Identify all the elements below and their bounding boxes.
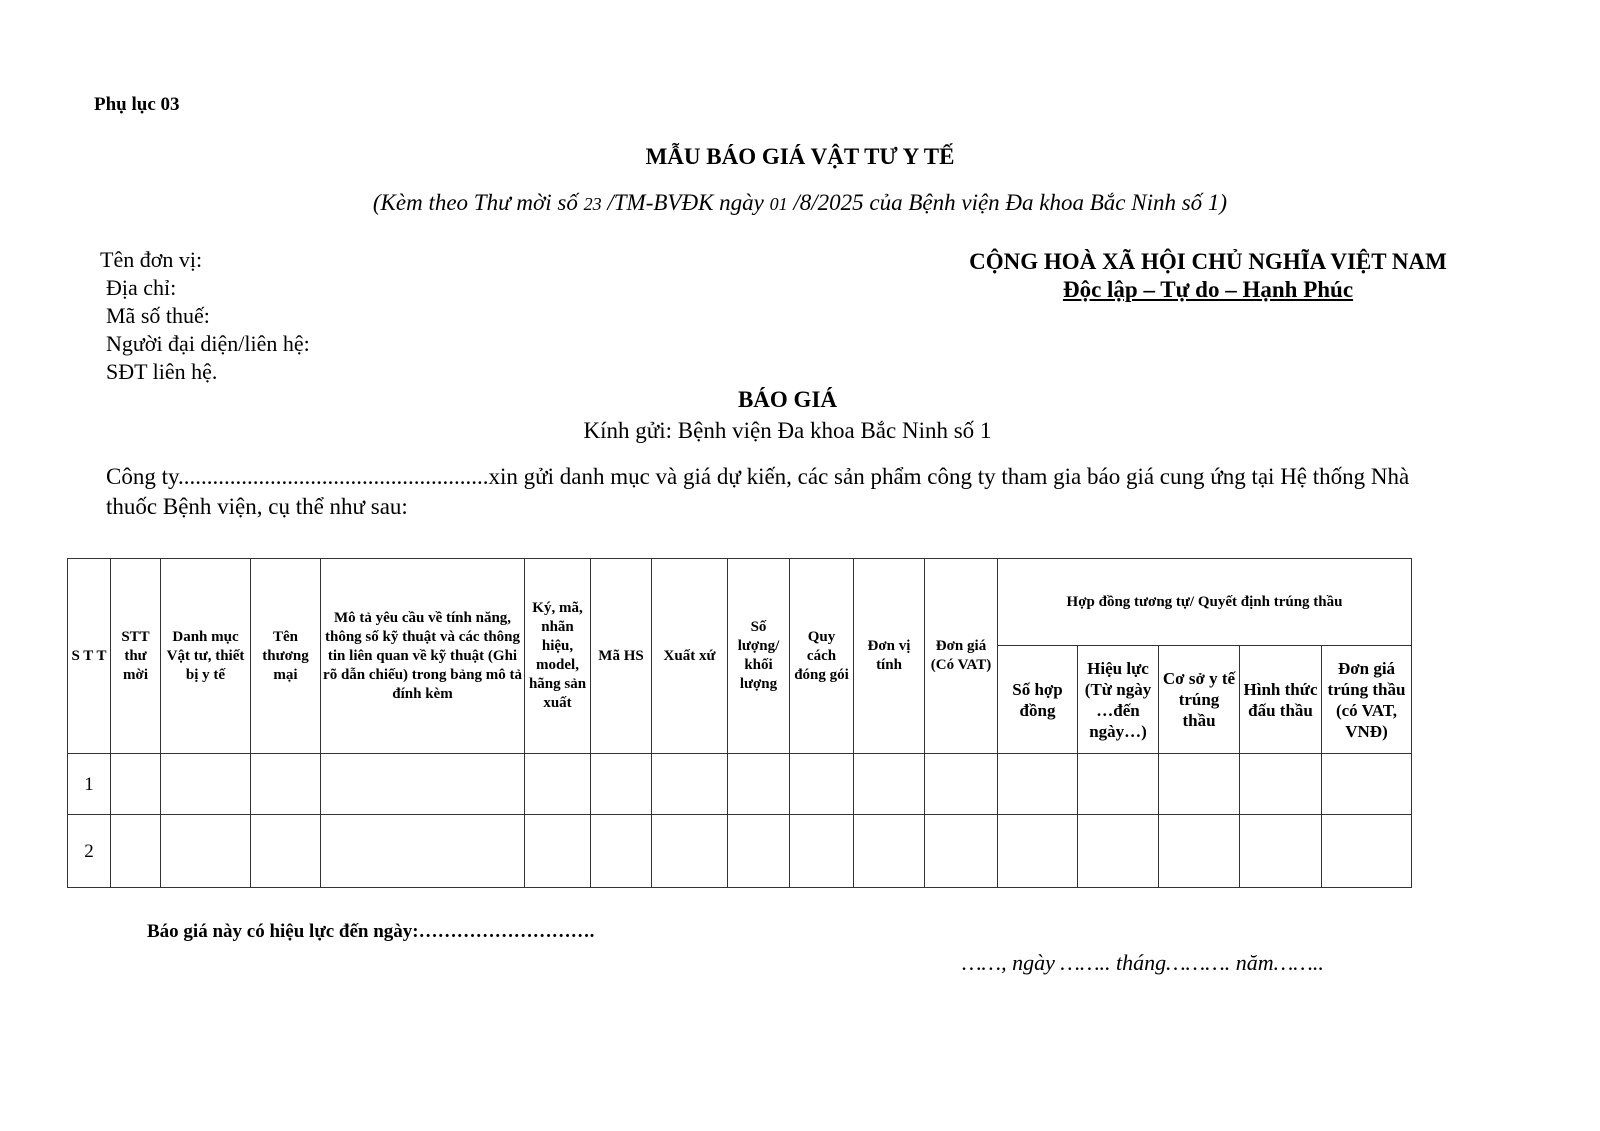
field-phone: SĐT liên hệ. — [106, 359, 218, 384]
header-hs-code: Mã HS — [591, 559, 652, 754]
header-packaging: Quy cách đóng gói — [790, 559, 854, 754]
recipient-line: Kính gửi: Bệnh viện Đa khoa Bắc Ninh số 1 — [583, 418, 992, 443]
header-description: Mô tả yêu cầu về tính năng, thông số kỹ thuật và các thông tin liên quan về kỹ thuật (Ghi rõ dẫn chiếu) trong bảng mô tả đính kèm — [321, 559, 525, 754]
national-title: CỘNG HOÀ XÃ HỘI CHỦ NGHĨA VIỆT NAM — [969, 249, 1447, 274]
header-unit: Đơn vị tính — [854, 559, 925, 754]
intro-paragraph: Công ty......................................................xin gửi danh mục và giá dự kiến, các sản phẩm công ty tham gia báo giá cung ứng tại Hệ thống Nhà thuốc Bệnh viện, cụ thể như sau: — [106, 464, 1410, 519]
date-line: ……, ngày …….. tháng………. năm…….. — [962, 950, 1324, 975]
row-number: 2 — [68, 815, 111, 888]
field-unit-name: Tên đơn vị: — [100, 247, 203, 272]
header-item-list: Danh mục Vật tư, thiết bị y tế — [161, 559, 251, 754]
header-contract-group: Hợp đồng tương tự/ Quyết định trúng thầu — [998, 559, 1412, 646]
header-contract-no: Số hợp đồng — [998, 646, 1078, 754]
table-row — [68, 815, 1412, 888]
row-number: 1 — [68, 754, 111, 815]
header-invitation-stt: STT thư mời — [111, 559, 161, 754]
header-facility: Cơ sở y tế trúng thầu — [1159, 646, 1240, 754]
header-stt: S T T — [68, 559, 111, 754]
header-brand-model: Ký, mã, nhãn hiệu, model, hãng sản xuất — [525, 559, 591, 754]
header-quantity: Số lượng/ khối lượng — [728, 559, 790, 754]
header-origin: Xuất xứ — [652, 559, 728, 754]
form-title: MẪU BÁO GIÁ VẬT TƯ Y TẾ — [645, 144, 955, 169]
header-bid-form: Hình thức đấu thầu — [1240, 646, 1322, 754]
field-tax-code: Mã số thuế: — [106, 303, 210, 328]
national-motto: Độc lập – Tự do – Hạnh Phúc — [1062, 277, 1354, 302]
validity-line: Báo giá này có hiệu lực đến ngày:………………………. — [147, 921, 595, 942]
annex-label: Phụ lục 03 — [94, 94, 180, 115]
header-validity: Hiệu lực (Từ ngày …đến ngày…) — [1078, 646, 1159, 754]
field-address: Địa chỉ: — [106, 275, 177, 300]
header-trade-name: Tên thương mại — [251, 559, 321, 754]
header-unit-price: Đơn giá (Có VAT) — [925, 559, 998, 754]
table-row — [68, 754, 1412, 815]
field-representative: Người đại diện/liên hệ: — [106, 331, 310, 356]
quote-table — [67, 558, 1412, 888]
quote-title: BÁO GIÁ — [737, 387, 838, 412]
attachment-note: (Kèm theo Thư mời số 23 /TM-BVĐK ngày 01 /8/2025 của Bệnh viện Đa khoa Bắc Ninh số 1) — [372, 190, 1228, 215]
header-winning-price: Đơn giá trúng thầu (có VAT, VNĐ) — [1322, 646, 1412, 754]
